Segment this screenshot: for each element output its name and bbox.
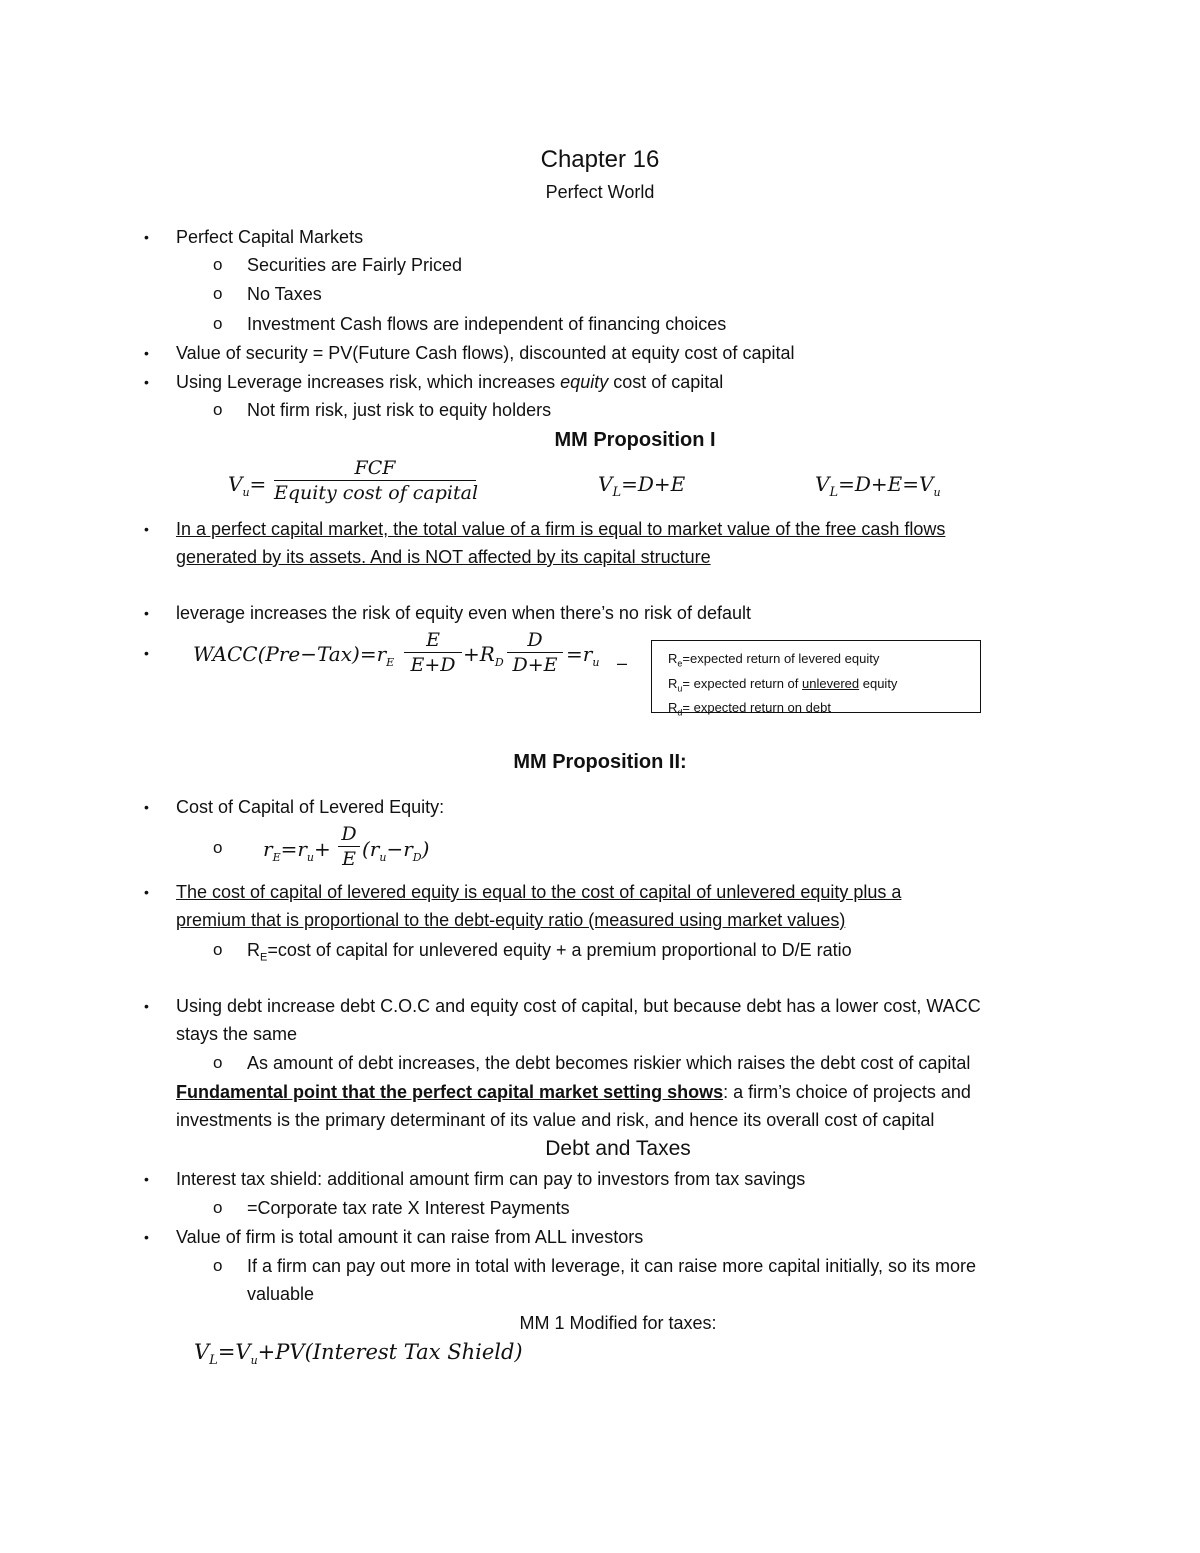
bullet-marker: • [144, 374, 149, 390]
section-heading: MM Proposition I [554, 429, 716, 451]
sub-list-item: =Corporate tax rate X Interest Payments [247, 1198, 570, 1218]
section-heading: Debt and Taxes [545, 1137, 691, 1160]
wacc-fraction-equity [404, 628, 462, 677]
sub-list-item-continuation: valuable [247, 1284, 315, 1304]
emphasis-text: equity [560, 372, 609, 392]
sub-list-item: No Taxes [247, 284, 322, 304]
bullet-marker: • [144, 998, 149, 1014]
fundamental-label: Fundamental point that the perfect capital market setting shows [176, 1082, 724, 1102]
bullet-marker: • [144, 1171, 149, 1187]
equation-vl-tax: $V_L=V_u+PV(Interest$ Tax Shield) [194, 1340, 523, 1369]
definitions-box [651, 640, 981, 718]
fraction-denominator: E+D [410, 654, 456, 676]
list-item [176, 371, 723, 393]
fraction-denominator: Equity cost of capital [274, 482, 479, 504]
fundamental-point [176, 1081, 971, 1103]
dash-mark: – [617, 653, 628, 673]
bullet-marker: • [144, 645, 149, 661]
statement-line: The cost of capital of levered equity is equal to the cost of capital of unlevered equity plus a [176, 882, 902, 902]
statement-line: premium that is proportional to the debt-equity ratio (measured using market values) [176, 910, 846, 930]
equation-vl: $V_L=D+E$ [598, 472, 686, 500]
list-item: Cost of Capital of Levered Equity: [176, 797, 445, 817]
list-item: Interest tax shield: additional amount firm can pay to investors from tax savings [176, 1169, 806, 1189]
bullet-marker: • [144, 799, 149, 815]
sub-list-item: If a firm can pay out more in total with leverage, it can raise more capital initially, so its more [247, 1256, 976, 1276]
bullet-marker: • [144, 229, 149, 245]
list-item: leverage increases the risk of equity even when there’s no risk of default [176, 603, 751, 623]
fraction-denominator: D+E [512, 654, 558, 676]
bullet-marker: • [144, 521, 149, 537]
definition-unlevered: $R_u=$ expected return of unlevered equity [668, 675, 898, 694]
equation-wacc-lhs: $WACC(Pre-Tax)=r_E$ [193, 642, 395, 669]
statement-line: generated by its assets. And is NOT affected by its capital structure [176, 547, 711, 567]
equation-re-rhs: $(r_u-r_D)$ [362, 837, 430, 864]
page-subtitle: Perfect World [545, 182, 655, 202]
fundamental-point-continuation: investments is the primary determinant of its value and risk, and hence its overall cost of capital [176, 1110, 935, 1130]
bullet-marker: • [144, 345, 149, 361]
fraction-numerator: D [341, 823, 357, 845]
text-run: cost of capital [608, 372, 724, 392]
sub-marker: o [213, 1053, 223, 1072]
text-run: : a firm’s choice of projects and [723, 1082, 971, 1102]
equation-vu-fraction [274, 456, 479, 505]
sub-list-item: Securities are Fairly Priced [247, 255, 463, 275]
sub-marker: o [213, 1198, 223, 1217]
section-heading: MM Proposition II: [513, 751, 687, 773]
fraction-denominator: E [342, 848, 356, 870]
equation-vl-vu: $V_L=D+E=V_u$ [815, 472, 941, 500]
sub-marker: o [213, 255, 223, 274]
text-run: Using Leverage increases risk, which increases [176, 372, 561, 392]
sub-list-item: $R_E=\cos t$ of capital for unlevered equity + a premium proportional to D/E ratio [247, 940, 852, 964]
sub-list-item: Not firm risk, just risk to equity holders [247, 400, 552, 420]
equation-re-lhs: $r_E=r_u+$ [263, 837, 331, 864]
equation-wacc-rhs: $=r_u$ [566, 642, 600, 669]
list-item: Perfect Capital Markets [176, 227, 364, 247]
statement-line: In a perfect capital market, the total value of a firm is equal to market value of the free cash flows [176, 519, 946, 539]
list-item-continuation: stays the same [176, 1024, 298, 1044]
sub-marker: o [213, 838, 223, 857]
sub-marker: o [213, 1256, 223, 1275]
bullet-marker: • [144, 605, 149, 621]
definition-levered: $R_e=expected$ return of levered equity [668, 651, 880, 669]
centered-caption: MM 1 Modified for taxes: [519, 1313, 717, 1333]
sub-marker: o [213, 940, 223, 959]
definition-debt: $R_d=$ expected return on debt [668, 700, 831, 718]
sub-marker: o [213, 314, 223, 333]
list-item: Value of firm is total amount it can raise from ALL investors [176, 1227, 644, 1247]
equation-vu-lhs: $V_u=$ [228, 472, 267, 499]
fraction-numerator: E [426, 629, 440, 651]
list-item: Value of security = PV(Future Cash flows), discounted at equity cost of capital [176, 343, 795, 363]
bullet-marker: • [144, 884, 149, 900]
sub-marker: o [213, 284, 223, 303]
sub-list-item: As amount of debt increases, the debt becomes riskier which raises the debt cost of capital [247, 1053, 971, 1073]
wacc-fraction-debt [507, 628, 563, 677]
page-title: Chapter 16 [540, 146, 660, 173]
sub-list-item: Investment Cash flows are independent of financing choices [247, 314, 727, 334]
fraction-numerator: D [527, 629, 543, 651]
equation-wacc-mid: $+R_D$ [463, 642, 504, 669]
list-item: Using debt increase debt C.O.C and equity cost of capital, but because debt has a lower cost, WACC [176, 996, 981, 1016]
fraction-numerator: FCF [354, 457, 396, 479]
sub-marker: o [213, 400, 223, 419]
equation-de-fraction [338, 822, 360, 871]
bullet-marker: • [144, 1229, 149, 1245]
